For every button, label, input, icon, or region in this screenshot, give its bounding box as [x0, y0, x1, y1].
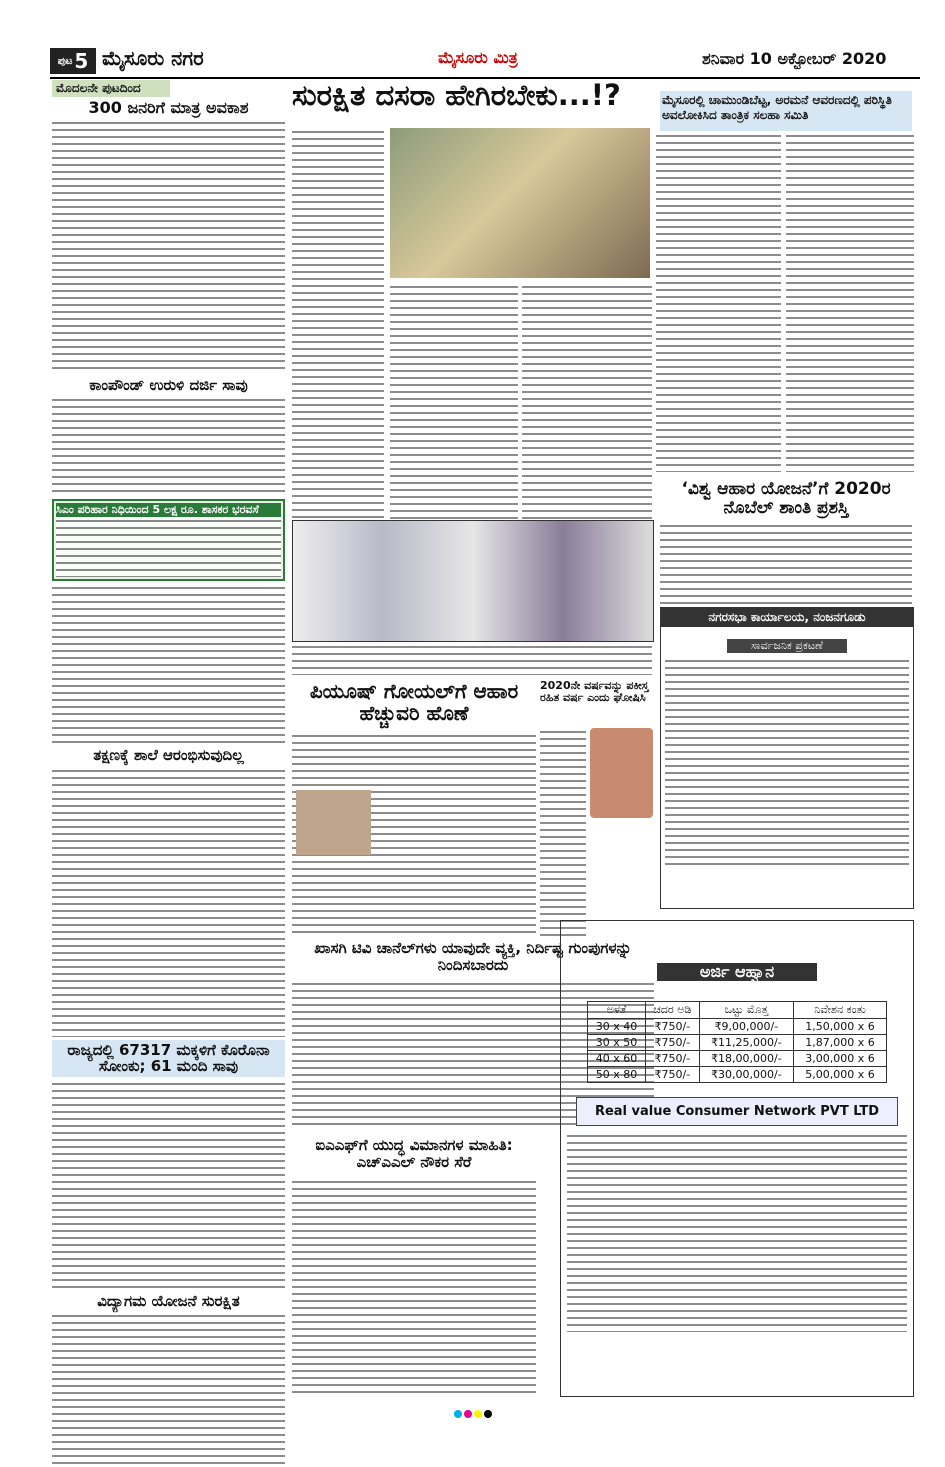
- mid-heading-4: ಐಎಎಫ್‌ಗೆ ಯುದ್ಧ ವಿಮಾನಗಳ ಮಾಹಿತಿ: ಎಚ್‌ಎಎಲ್ ನೌಕರ ಸೆರೆ: [315, 1136, 513, 1171]
- plot-advertisement: [560, 920, 914, 1397]
- price-cell: 5,00,000 x 6: [794, 1066, 887, 1082]
- color-registration-marks: [0, 1403, 945, 1415]
- price-cell: 3,00,000 x 6: [794, 1050, 887, 1066]
- paper-name: ಮೈಸೂರು ಮಿತ್ರ: [438, 48, 518, 67]
- left-body-5: [52, 1080, 285, 1290]
- notice-title: ನಗರಸಭಾ ಕಾರ್ಯಾಲಯ, ನಂಜನಗೂಡು: [661, 608, 913, 627]
- mid-heading-2: 2020ನೇ ವರ್ಷವನ್ನು ಪಕೀಸ್ತ ರಹಿತ ವರ್ಷ ಎಂದು ಘೋಷಿಸಿ: [540, 679, 649, 705]
- price-cell: ₹18,00,000/-: [699, 1050, 793, 1066]
- palace-photo: [390, 128, 650, 278]
- price-table: [587, 1001, 887, 1083]
- mid-body-2: [540, 728, 586, 938]
- left-body-6: [52, 1312, 285, 1467]
- price-table-header: ಚದರ ಅಡಿ: [645, 1001, 699, 1018]
- left-heading-5: ವಿದ್ಯಾಗಮ ಯೋಜನೆ ಸುರಕ್ಷಿತ: [97, 1291, 240, 1310]
- price-table-header: ಅಳತೆ: [588, 1001, 646, 1018]
- price-cell: ₹750/-: [645, 1034, 699, 1050]
- main-subhead: ಮೈಸೂರಲ್ಲಿ ಚಾಮುಂಡಿಬೆಟ್ಟ, ಅರಮನೆ ಆವರಣದಲ್ಲಿ ಪರಿಸ್ಥಿತಿ ಅವಲೋಕಿಸಿದ ತಾಂತ್ರಿಕ ಸಲಹಾ ಸಮಿತಿ: [660, 91, 912, 131]
- price-cell: ₹11,25,000/-: [699, 1034, 793, 1050]
- left-column: [52, 80, 285, 1400]
- main-body-col-5: [786, 132, 914, 472]
- group-photo: [292, 520, 654, 642]
- notice-subtitle: ಸಾರ್ವಜನಿಕ ಪ್ರಕಟಣೆ: [727, 639, 847, 653]
- company-banner: Real value Consumer Network PVT LTD: [576, 1097, 898, 1126]
- woman-photo: [590, 728, 653, 818]
- price-table-header: ಒಟ್ಟು ಮೊತ್ತ: [699, 1001, 793, 1018]
- price-cell: ₹30,00,000/-: [699, 1066, 793, 1082]
- mid-heading-3: ಖಾಸಗಿ ಟಿವಿ ಚಾನೆಲ್‌ಗಳು ಯಾವುದೇ ವ್ಯಕ್ತಿ, ನಿರ್ದಿಷ್ಟ ಗುಂಪುಗಳನ್ನು ನಿಂದಿಸಬಾರದು: [314, 939, 632, 974]
- price-cell: 1,50,000 x 6: [794, 1018, 887, 1034]
- left-box-body: [56, 517, 281, 577]
- left-box-title: ಸಿಎಂ ಪರಿಹಾರ ನಿಧಿಯಿಂದ 5 ಲಕ್ಷ ರೂ. ಶಾಸಕರ ಭರವಸೆ: [56, 503, 281, 517]
- ad-title: ಅರ್ಜಿ ಆಹ್ವಾನ: [657, 963, 817, 981]
- price-cell: 40 x 60: [588, 1050, 646, 1066]
- left-heading-2: ಕಾಂಪೌಂಡ್ ಉರುಳಿ ದರ್ಜಿ ಸಾವು: [89, 375, 248, 394]
- main-body-col-4: [656, 132, 781, 472]
- price-table-header: ನಿವೇಶನ ಕಂತು: [794, 1001, 887, 1018]
- price-cell: 1,87,000 x 6: [794, 1034, 887, 1050]
- price-cell: 50 x 80: [588, 1066, 646, 1082]
- left-body-2: [52, 396, 285, 496]
- left-heading-1: 300 ಜನರಿಗೆ ಮಾತ್ರ ಅವಕಾಶ: [88, 98, 249, 117]
- price-cell: ₹750/-: [645, 1018, 699, 1034]
- issue-date: ಶನಿವಾರ 10 ಅಕ್ಟೋಬರ್ 2020: [702, 49, 887, 68]
- mid-body-4: [292, 1178, 536, 1398]
- page-number-badge: ಪುಟ 5: [50, 48, 96, 74]
- main-headline: ಸುರಕ್ಷಿತ ದಸರಾ ಹೇಗಿರಬೇಕು...!?: [292, 78, 621, 112]
- price-cell: ₹750/-: [645, 1050, 699, 1066]
- municipal-notice: [660, 607, 914, 909]
- left-heading-3: ತಕ್ಷಣಕ್ಕೆ ಶಾಲೆ ಆರಂಭಿಸುವುದಿಲ್ಲ: [93, 746, 244, 765]
- left-body-1: [52, 119, 285, 374]
- left-body-3: [52, 584, 285, 744]
- left-body-4: [52, 767, 285, 1037]
- section-title: ಮೈಸೂರು ನಗರ: [102, 46, 204, 70]
- mid-heading-1: ಪಿಯೂಷ್ ಗೋಯಲ್‌ಗೆ ಆಹಾರ ಹೆಚ್ಚುವರಿ ಹೊಣೆ: [309, 679, 519, 725]
- notice-body: [665, 657, 909, 867]
- goyal-photo: [296, 790, 371, 855]
- ad-terms: [567, 1132, 907, 1332]
- price-cell: ₹750/-: [645, 1066, 699, 1082]
- price-cell: 30 x 50: [588, 1034, 646, 1050]
- left-boxed-story: [52, 499, 285, 581]
- price-cell: 30 x 40: [588, 1018, 646, 1034]
- continued-label: ಮೊದಲನೇ ಪುಟದಿಂದ: [52, 80, 170, 97]
- right-body-1: [660, 522, 912, 604]
- price-cell: ₹9,00,000/-: [699, 1018, 793, 1034]
- left-heading-4: ರಾಜ್ಯದಲ್ಲಿ 67317 ಮಕ್ಕಳಿಗೆ ಕೊರೊನಾ ಸೋಂಕು; 61 ಮಂದಿ ಸಾವು: [52, 1040, 285, 1077]
- right-heading-1: ‘ವಿಶ್ವ ಆಹಾರ ಯೋಜನೆ’ಗೆ 2020ರ ನೊಬೆಲ್ ಶಾಂತಿ ಪ್ರಶಸ್ತಿ: [681, 479, 891, 518]
- group-photo-caption: [292, 643, 652, 675]
